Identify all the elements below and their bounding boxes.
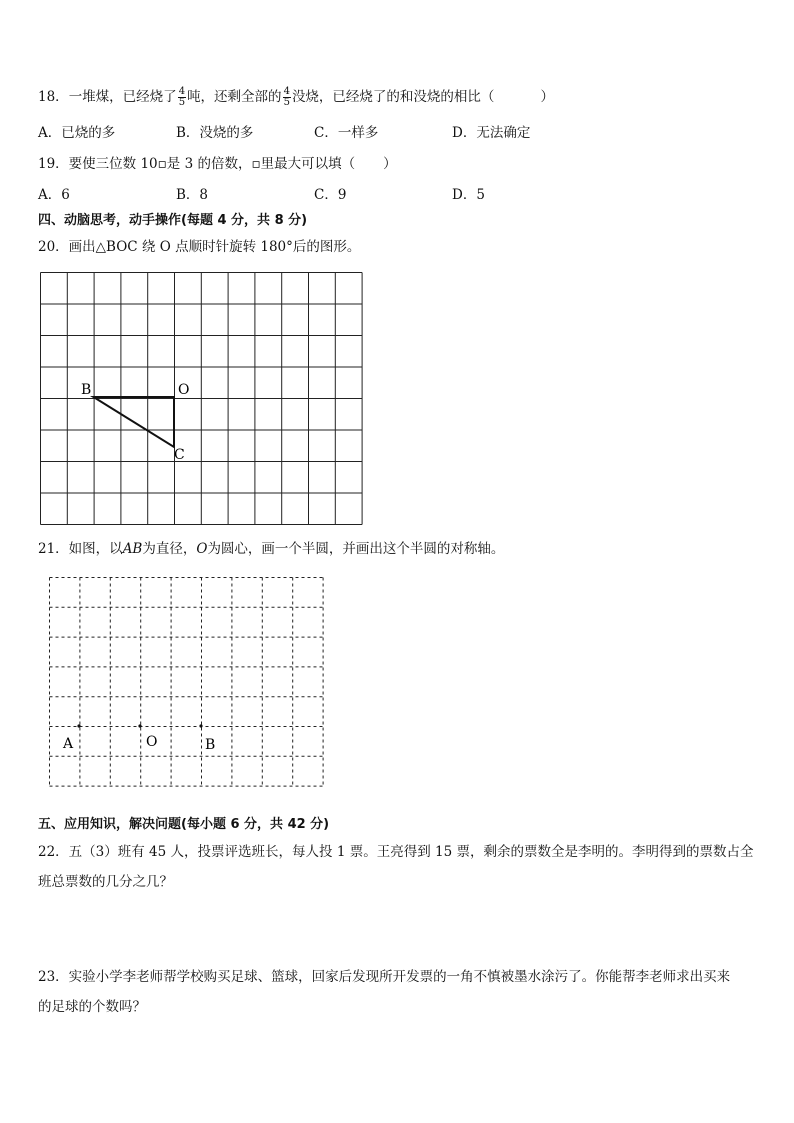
q19-option-b[interactable]: B．8 (176, 187, 209, 203)
q19-stem (38, 154, 397, 174)
q18-text-b: 吨，还剩全部的 (187, 89, 282, 105)
q19-option-a[interactable]: A．6 (38, 187, 70, 203)
q19-option-d[interactable]: D．5 (452, 187, 485, 203)
fraction-denominator: 5 (178, 97, 186, 108)
label-b: B (81, 382, 92, 398)
label-o: O (146, 734, 158, 750)
q20-stem: 20．画出△BOC 绕 O 点顺时针旋转 180°后的图形。 (38, 239, 361, 255)
q18-fraction-1 (178, 87, 186, 108)
q18-stem (38, 87, 554, 108)
fraction-denominator: 5 (283, 97, 290, 108)
q21-text-c: 为圆心，画一个半圆，并画出这个半圆的对称轴。 (207, 541, 505, 557)
label-a: A (63, 736, 74, 752)
point-b (199, 724, 202, 727)
q18-option-d[interactable]: D．无法确定 (452, 125, 531, 141)
q19-option-c[interactable]: C．9 (314, 187, 347, 203)
q18-text-d: ） (540, 89, 554, 105)
point-a (77, 724, 80, 727)
q18-fraction-2 (283, 87, 291, 108)
q18-option-a[interactable]: A．已烧的多 (38, 125, 116, 141)
q21-dashed-grid (50, 578, 324, 787)
q23-line-2: 的足球的个数吗？ (38, 999, 146, 1015)
q21-text-a: 21．如图，以 (38, 541, 123, 557)
point-o (138, 724, 141, 727)
q21-center-o: O (196, 541, 208, 557)
q23-line-1: 23．实验小学李老师帮学校购买足球、篮球，回家后发现所开发票的一角不慎被墨水涂污了。你能帮李老师求出买来 (38, 969, 731, 985)
q20-grid (41, 273, 363, 525)
q18-option-c[interactable]: C．一样多 (314, 125, 379, 141)
q18-text-c: 没烧，已经烧了的和没烧的相比（ (291, 89, 495, 105)
q18-text-a: 一堆煤，已经烧了 (68, 89, 177, 105)
q18-option-b[interactable]: B．没烧的多 (176, 125, 254, 141)
q21-grid-figure[interactable] (46, 574, 326, 792)
triangle-boc (94, 397, 175, 447)
q22-line-2: 班总票数的几分之几？ (38, 874, 173, 890)
label-b: B (205, 737, 216, 753)
q19-close: ） (383, 156, 397, 172)
label-o: O (178, 382, 190, 398)
q18-number: 18． (38, 89, 69, 105)
q21-segment-ab: AB (122, 541, 143, 557)
q20-grid-figure[interactable] (38, 270, 364, 526)
section-4-title: 四、动脑思考，动手操作(每题 4 分，共 8 分) (38, 213, 308, 228)
q19-text: 19．要使三位数 10▫是 3 的倍数，▫里最大可以填（ (38, 156, 356, 172)
fraction-numerator: 4 (283, 86, 290, 97)
section-5-title: 五、应用知识，解决问题(每小题 6 分，共 42 分) (38, 817, 330, 832)
q21-stem (38, 539, 504, 559)
q21-text-b: 为直径， (142, 541, 197, 557)
fraction-numerator: 4 (178, 86, 186, 97)
label-c: C (174, 447, 185, 463)
q22-line-1: 22．五（3）班有 45 人，投票评选班长，每人投 1 票。王亮得到 15 票，剩余的票数全是李明的。李明得到的票数占全 (38, 844, 754, 860)
